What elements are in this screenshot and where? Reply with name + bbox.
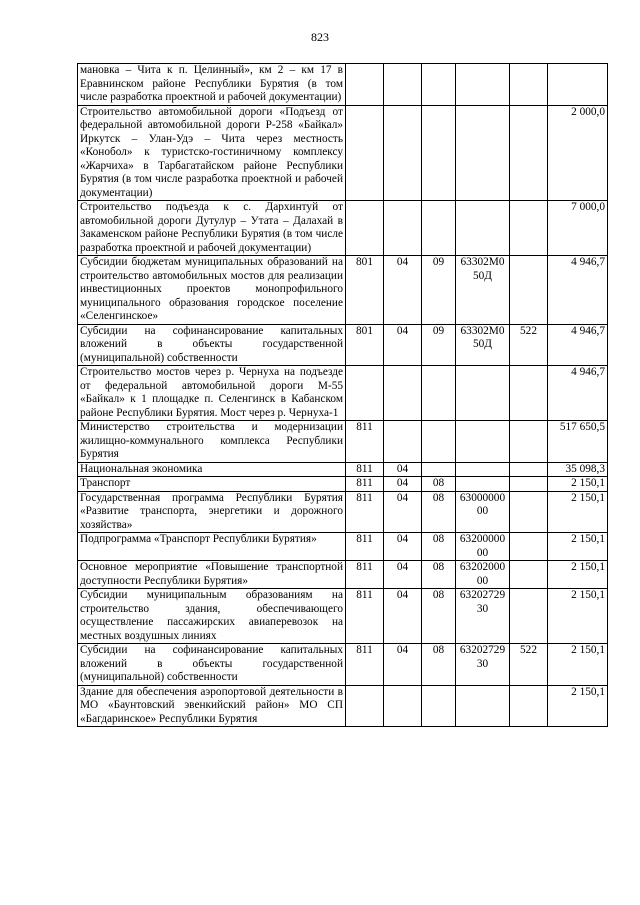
amount-cell: 2 150,1 (548, 561, 608, 589)
expense-type-cell (510, 477, 548, 492)
ministry-code-cell: 811 (346, 491, 384, 533)
amount-cell: 7 000,0 (548, 201, 608, 256)
subsection-code-cell: 08 (422, 491, 456, 533)
item-name-cell: Министерство строительства и модернизации жилищно-коммунального комплекса Республики Бурятия (78, 421, 346, 463)
item-name-cell: Строительство автомобильной дороги «Подъезд от федеральной автомобильной дороги Р-258 «Байкал» Иркутск – Улан-Удэ – Чита через местность «Конобол» к туристско-гостиничному комплексу «Жарчиха» в Тарбагатайском районе Республики Бурятия (в том числе разработка проектной и рабочей документации) (78, 105, 346, 201)
subsection-code-cell: 08 (422, 533, 456, 561)
target-article-cell (456, 462, 510, 477)
item-name-cell: мановка – Чита к п. Целинный», км 2 – км 17 в Еравнинском районе Республики Бурятия (в том числе разработка проектной и рабочей документации) (78, 64, 346, 106)
table-row (78, 491, 608, 533)
amount-cell: 2 000,0 (548, 105, 608, 201)
ministry-code-cell: 811 (346, 589, 384, 644)
ministry-code-cell: 801 (346, 324, 384, 366)
expense-type-cell (510, 256, 548, 325)
expense-type-cell (510, 421, 548, 463)
ministry-code-cell (346, 201, 384, 256)
section-code-cell: 04 (384, 462, 422, 477)
table-row (78, 685, 608, 727)
target-article-cell (456, 685, 510, 727)
subsection-code-cell (422, 64, 456, 106)
item-name-cell: Субсидии на софинансирование капитальных вложений в объекты государственной (муниципальной) собственности (78, 644, 346, 686)
ministry-code-cell (346, 685, 384, 727)
target-article-cell (456, 477, 510, 492)
table-row (78, 421, 608, 463)
amount-cell: 2 150,1 (548, 589, 608, 644)
expense-type-cell: 522 (510, 324, 548, 366)
table-row (78, 324, 608, 366)
amount-cell: 517 650,5 (548, 421, 608, 463)
page-number: 823 (311, 30, 329, 44)
table-row (78, 105, 608, 201)
ministry-code-cell: 811 (346, 477, 384, 492)
expense-type-cell (510, 366, 548, 421)
table-row (78, 64, 608, 106)
target-article-cell: 6320272930 (456, 644, 510, 686)
subsection-code-cell: 08 (422, 589, 456, 644)
table-row (78, 589, 608, 644)
item-name-cell: Подпрограмма «Транспорт Республики Бурятия» (78, 533, 346, 561)
table-row (78, 201, 608, 256)
section-code-cell: 04 (384, 256, 422, 325)
section-code-cell: 04 (384, 533, 422, 561)
ministry-code-cell (346, 64, 384, 106)
section-code-cell (384, 64, 422, 106)
amount-cell (548, 64, 608, 106)
amount-cell: 2 150,1 (548, 491, 608, 533)
amount-cell: 4 946,7 (548, 256, 608, 325)
target-article-cell: 6320200000 (456, 561, 510, 589)
item-name-cell: Национальная экономика (78, 462, 346, 477)
subsection-code-cell: 08 (422, 561, 456, 589)
section-code-cell: 04 (384, 491, 422, 533)
table-row (78, 462, 608, 477)
ministry-code-cell: 811 (346, 644, 384, 686)
amount-cell: 2 150,1 (548, 477, 608, 492)
section-code-cell (384, 201, 422, 256)
target-article-cell (456, 105, 510, 201)
table-row (78, 561, 608, 589)
amount-cell: 2 150,1 (548, 644, 608, 686)
ministry-code-cell: 801 (346, 256, 384, 325)
target-article-cell (456, 421, 510, 463)
subsection-code-cell (422, 366, 456, 421)
target-article-cell: 6300000000 (456, 491, 510, 533)
section-code-cell: 04 (384, 561, 422, 589)
budget-table (77, 63, 608, 727)
section-code-cell: 04 (384, 477, 422, 492)
table-row (78, 644, 608, 686)
amount-cell: 4 946,7 (548, 324, 608, 366)
subsection-code-cell (422, 201, 456, 256)
section-code-cell (384, 421, 422, 463)
item-name-cell: Субсидии на софинансирование капитальных вложений в объекты государственной (муниципальной) собственности (78, 324, 346, 366)
item-name-cell: Субсидии муниципальным образованиям на строительство здания, обеспечивающего осуществление пассажирских авиаперевозок на местных воздушных линиях (78, 589, 346, 644)
section-code-cell (384, 366, 422, 421)
amount-cell: 4 946,7 (548, 366, 608, 421)
section-code-cell: 04 (384, 644, 422, 686)
target-article-cell: 6320272930 (456, 589, 510, 644)
expense-type-cell (510, 589, 548, 644)
amount-cell: 2 150,1 (548, 533, 608, 561)
ministry-code-cell: 811 (346, 462, 384, 477)
subsection-code-cell (422, 421, 456, 463)
expense-type-cell (510, 533, 548, 561)
target-article-cell (456, 201, 510, 256)
item-name-cell: Основное мероприятие «Повышение транспортной доступности Республики Бурятия» (78, 561, 346, 589)
expense-type-cell (510, 201, 548, 256)
target-article-cell (456, 366, 510, 421)
expense-type-cell (510, 491, 548, 533)
expense-type-cell: 522 (510, 644, 548, 686)
ministry-code-cell: 811 (346, 533, 384, 561)
expense-type-cell (510, 105, 548, 201)
section-code-cell: 04 (384, 589, 422, 644)
expense-type-cell (510, 685, 548, 727)
ministry-code-cell: 811 (346, 421, 384, 463)
amount-cell: 2 150,1 (548, 685, 608, 727)
target-article-cell: 63302M050Д (456, 324, 510, 366)
subsection-code-cell (422, 105, 456, 201)
target-article-cell: 63302M050Д (456, 256, 510, 325)
table-row (78, 477, 608, 492)
item-name-cell: Субсидии бюджетам муниципальных образований на строительство автомобильных мостов для реализации инвестиционных проектов монопрофильного муниципального образования городское поселение «Селенгинское» (78, 256, 346, 325)
section-code-cell (384, 105, 422, 201)
subsection-code-cell: 08 (422, 644, 456, 686)
subsection-code-cell: 09 (422, 256, 456, 325)
item-name-cell: Государственная программа Республики Бурятия «Развитие транспорта, энергетики и дорожного хозяйства» (78, 491, 346, 533)
subsection-code-cell (422, 685, 456, 727)
subsection-code-cell: 08 (422, 477, 456, 492)
table-row (78, 533, 608, 561)
table-row (78, 366, 608, 421)
item-name-cell: Строительство подъезда к с. Дархинтуй от автомобильной дороги Дутулур – Утата – Далахай в Закаменском районе Республики Бурятия (в том числе разработка проектной и рабочей документации) (78, 201, 346, 256)
amount-cell: 35 098,3 (548, 462, 608, 477)
section-code-cell (384, 685, 422, 727)
ministry-code-cell (346, 366, 384, 421)
subsection-code-cell (422, 462, 456, 477)
ministry-code-cell (346, 105, 384, 201)
table-row (78, 256, 608, 325)
item-name-cell: Транспорт (78, 477, 346, 492)
section-code-cell: 04 (384, 324, 422, 366)
item-name-cell: Строительство мостов через р. Чернуха на подъезде от федеральной автомобильной дороги М-55 «Байкал» к 1 площадке п. Селенгинск в Кабанском районе Республики Бурятия. Мост через р. Чернуха-1 (78, 366, 346, 421)
expense-type-cell (510, 462, 548, 477)
expense-type-cell (510, 561, 548, 589)
subsection-code-cell: 09 (422, 324, 456, 366)
expense-type-cell (510, 64, 548, 106)
target-article-cell (456, 64, 510, 106)
target-article-cell: 6320000000 (456, 533, 510, 561)
item-name-cell: Здание для обеспечения аэропортовой деятельности в МО «Баунтовский эвенкийский район» МО СП «Багдаринское» Республики Бурятия (78, 685, 346, 727)
ministry-code-cell: 811 (346, 561, 384, 589)
